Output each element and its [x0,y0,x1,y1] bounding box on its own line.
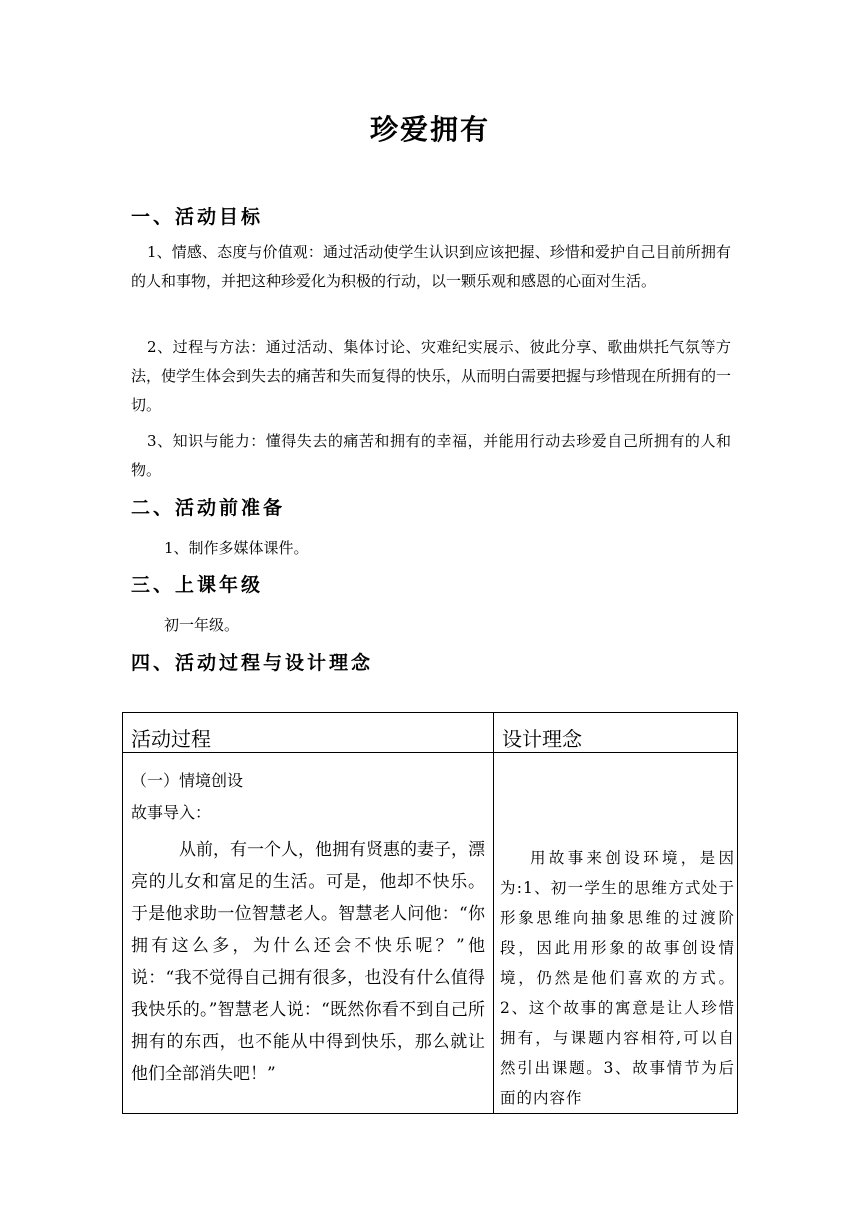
goal-paragraph-1: 1、情感、态度与价值观：通过活动使学生认识到应该把握、珍惜和爱护自己目前所拥有的人和事物，并把这种珍爱化为积极的行动，以一颗乐观和感恩的心面对生活。 [131,243,731,290]
concept-text: 用故事来创设环境，是因为:1、初一学生的思维方式处于形象思维向抽象思维的过渡阶段，因此用形象的故事创设情境，仍然是他们喜欢的方式。2、这个故事的寓意是让人珍惜拥有，与课题内容相符,可以自然引出课题。3、故事情节为后面的内容作 [500,849,735,1107]
lead-in-label: 故事导入： [131,803,212,822]
stage-label: （一）情境创设 [131,771,244,790]
table-row [123,753,738,1114]
section-heading-process: 四、活动过程与设计理念 [131,652,374,674]
section-heading-goals: 一、活动目标 [131,206,264,228]
section-heading-grade: 三、上课年级 [131,574,264,596]
goal-paragraph-2: 2、过程与方法：通过活动、集体讨论、灾难纪实展示、彼此分享、歌曲烘托气氛等方法，使学生体会到失去的痛苦和失而复得的快乐，从而明白需要把握与珍惜现在所拥有的一切。 [131,338,732,414]
document-title: 珍爱拥有 [369,113,490,146]
section-heading-preparation: 二、活动前准备 [131,497,286,519]
goal-paragraph-3: 3、知识与能力：懂得失去的痛苦和拥有的幸福，并能用行动去珍爱自己所拥有的人和物。 [131,432,731,479]
process-cell [123,753,494,1114]
preparation-item: 1、制作多媒体课件。 [164,539,309,557]
story-text: 从前，有一个人，他拥有贤惠的妻子，漂亮的儿女和富足的生活。可是，他却不快乐。于是他求助一位智慧老人。智慧老人问他：“你拥有这么多，为什么还会不快乐呢？”他说：“我不觉得自己拥有很多，也没有什么值得我快乐的。”智慧老人说：“既然你看不到自己所拥有的东西，也不能从中得到快乐，那么就让他们全部消失吧！” [131,840,485,1084]
concept-cell [494,753,738,1114]
activity-table [122,712,738,1114]
header-process: 活动过程 [123,713,494,753]
grade-item: 初一年级。 [164,616,240,634]
header-concept: 设计理念 [494,713,738,753]
table-header-row [123,713,738,753]
